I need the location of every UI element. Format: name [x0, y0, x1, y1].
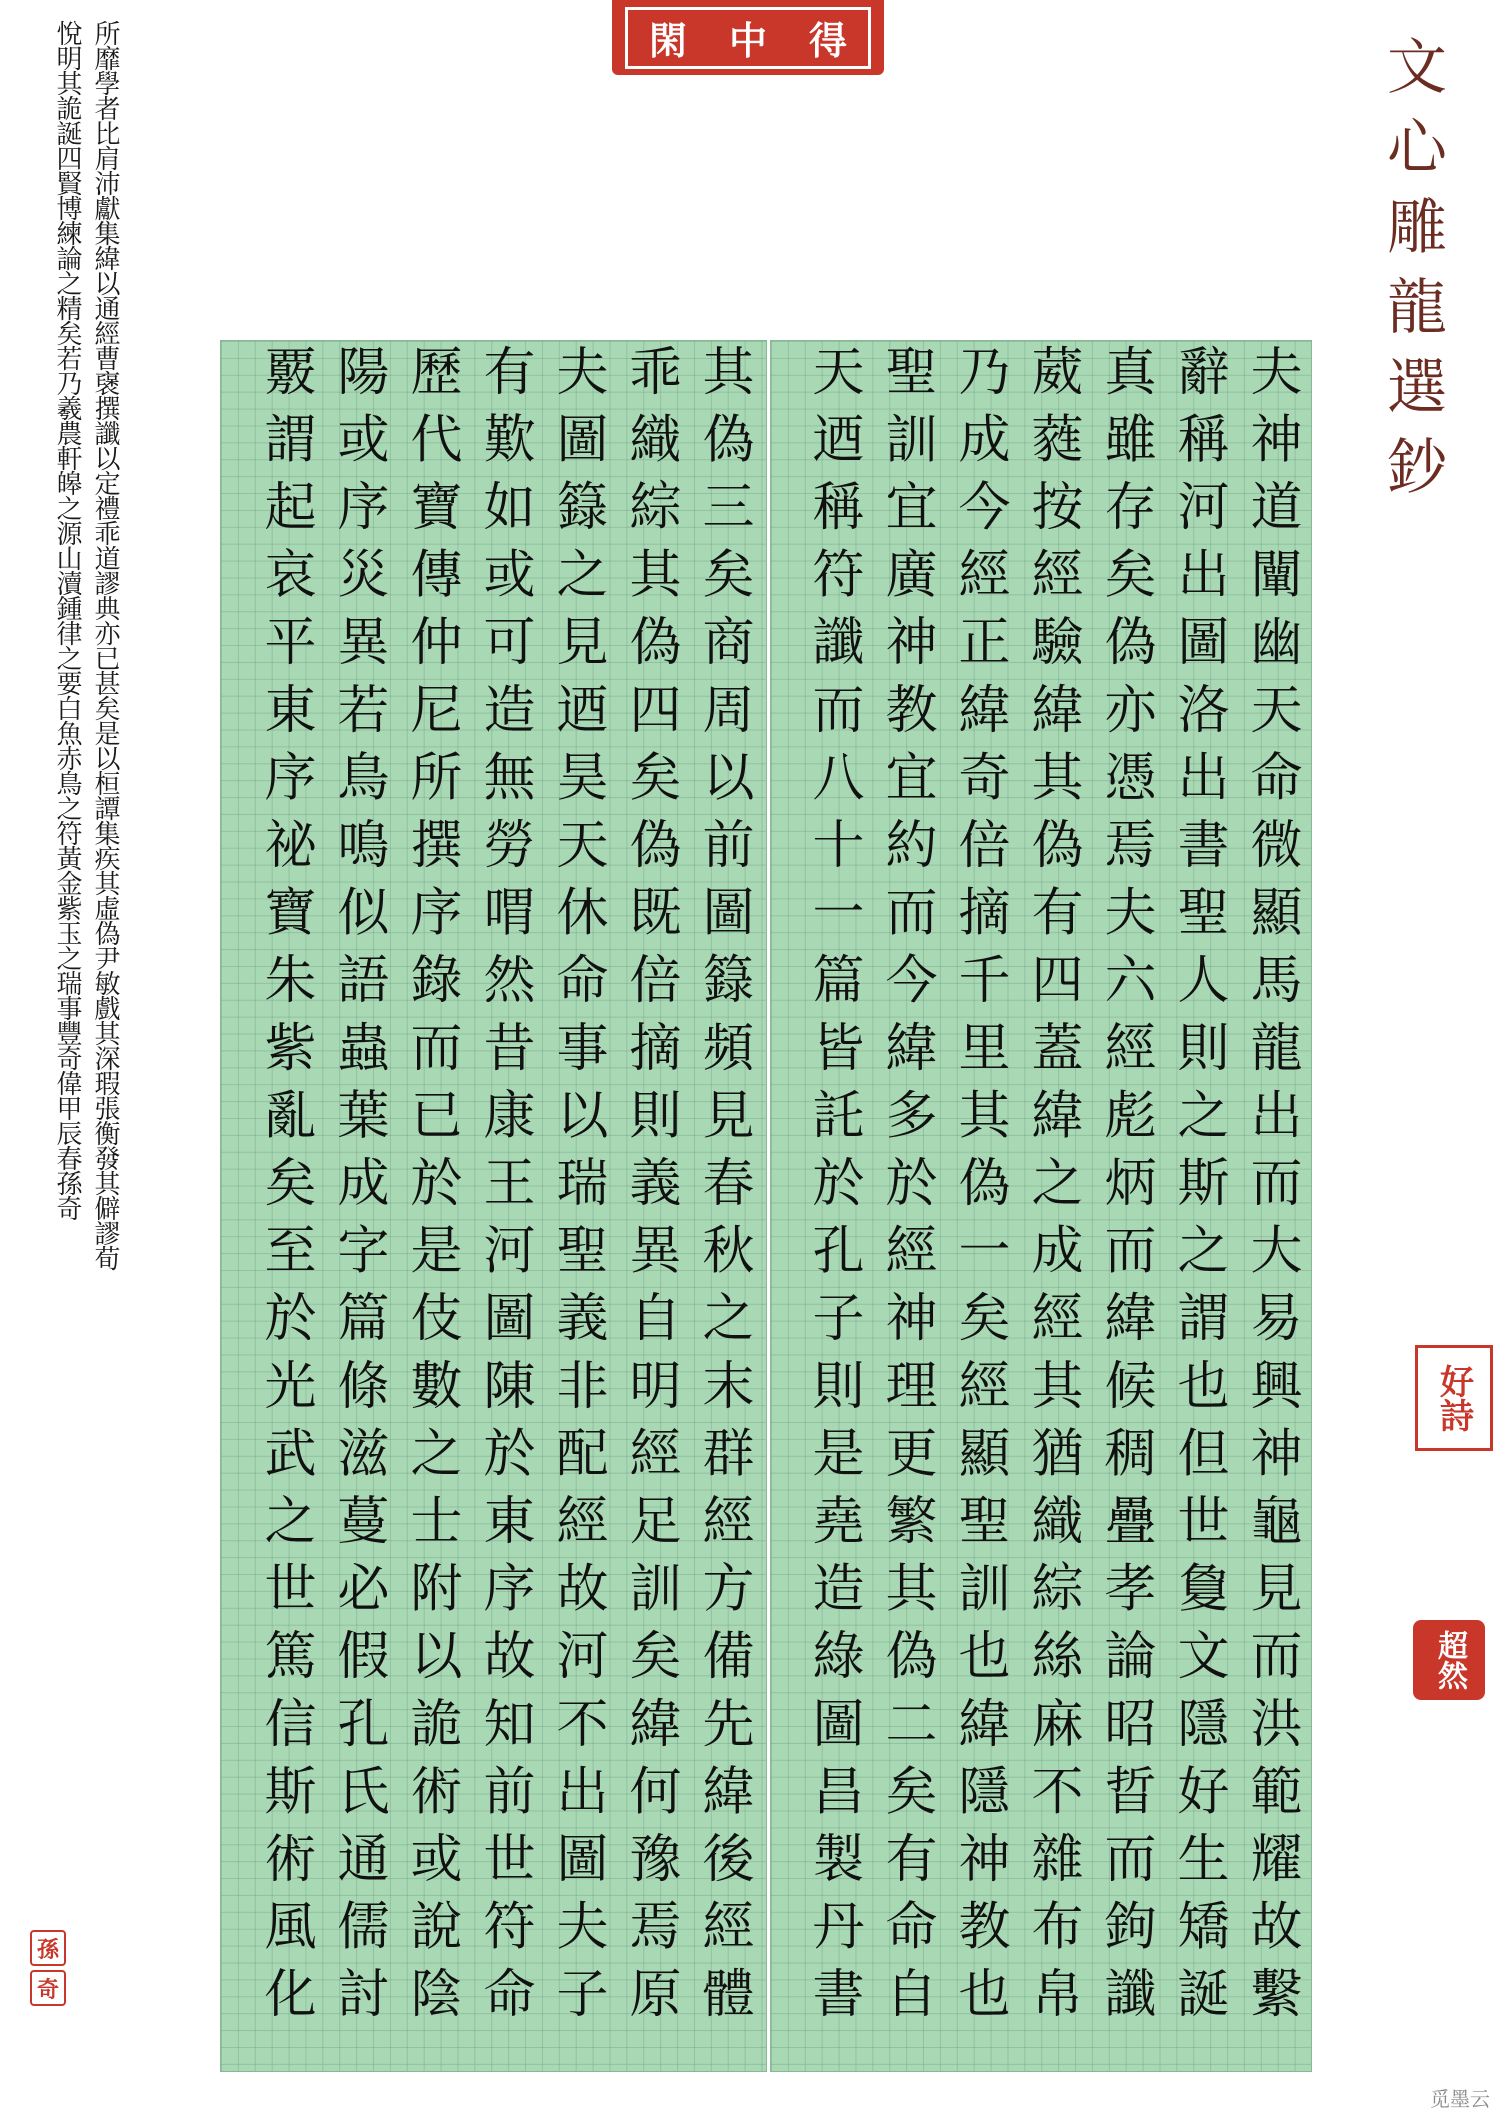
text-column: 乖織綜其偽四矣偽既倍摘則義異自明經足訓矣緯何豫焉原 — [620, 344, 680, 2034]
page-title: 文心雕龍選鈔 — [1377, 35, 1447, 515]
text-column: 歷代寶傳仲尼所撰序錄而已於是伎數之士附以詭術或說陰 — [401, 344, 461, 2034]
text-column: 葳蕤按經驗緯其偽有四蓋緯之成經其猶織綜絲麻不雜布帛 — [1022, 344, 1082, 2034]
text-column: 真雖存矣偽亦憑焉夫六經彪炳而緯候稠疊孝論昭晢而鉤讖 — [1095, 344, 1155, 2034]
colophon-column: 所靡學者比肩沛獻集緯以通經曹襃撰讖以定禮乖道謬典亦已甚矣是以桓譚集疾其虛偽尹敏戲其深瑕張衡發其僻謬荀 — [90, 20, 120, 1270]
text-column: 陽或序災異若鳥鳴似語蟲葉成字篇條滋蔓必假孔氏通儒討 — [328, 344, 388, 2034]
colophon-column: 悅明其詭誕四賢博練論之精矣若乃羲農軒皞之源山瀆鍾律之要白魚赤鳥之符黃金紫玉之瑞事豐奇偉甲辰春孫奇 — [52, 20, 82, 1220]
text-column: 夫神道闡幽天命微顯馬龍出而大易興神龜見而洪範耀故繫 — [1241, 344, 1301, 2034]
watermark: 觅墨云 — [1430, 2087, 1490, 2111]
text-column: 聖訓宜廣神教宜約而今緯多於經神理更繁其偽二矣有命自 — [876, 344, 936, 2034]
text-column: 有歎如或可造無勞喟然昔康王河圖陳於東序故知前世符命 — [474, 344, 534, 2034]
seal-stamp-middle: 好詩 — [1415, 1345, 1493, 1451]
seal-stamp-lower: 超然 — [1413, 1620, 1485, 1700]
seal-stamp-small: 奇 — [30, 1970, 66, 2006]
text-column: 辭稱河出圖洛出書聖人則之斯之謂也但世敻文隱好生矯誕 — [1168, 344, 1228, 2034]
text-column: 夫圖籙之見迺昊天休命事以瑞聖義非配經故河不出圖夫子 — [547, 344, 607, 2034]
seal-char: 閑 — [648, 18, 687, 63]
text-column: 覈謂起哀平東序祕寶朱紫亂矣至於光武之世篤信斯術風化 — [255, 344, 315, 2034]
text-column: 乃成今經正緯奇倍摘千里其偽一矣經顯聖訓也緯隱神教也 — [949, 344, 1009, 2034]
seal-char: 得 — [808, 18, 847, 63]
text-column: 其偽三矣商周以前圖籙頻見春秋之末群經方備先緯後經體 — [693, 344, 753, 2034]
text-column: 天迺稱符讖而八十一篇皆託於孔子則是堯造綠圖昌製丹書 — [803, 344, 863, 2034]
seal-stamp-small: 孫 — [30, 1930, 66, 1966]
seal-char: 中 — [728, 18, 767, 63]
seal-stamp-top — [612, 0, 884, 75]
